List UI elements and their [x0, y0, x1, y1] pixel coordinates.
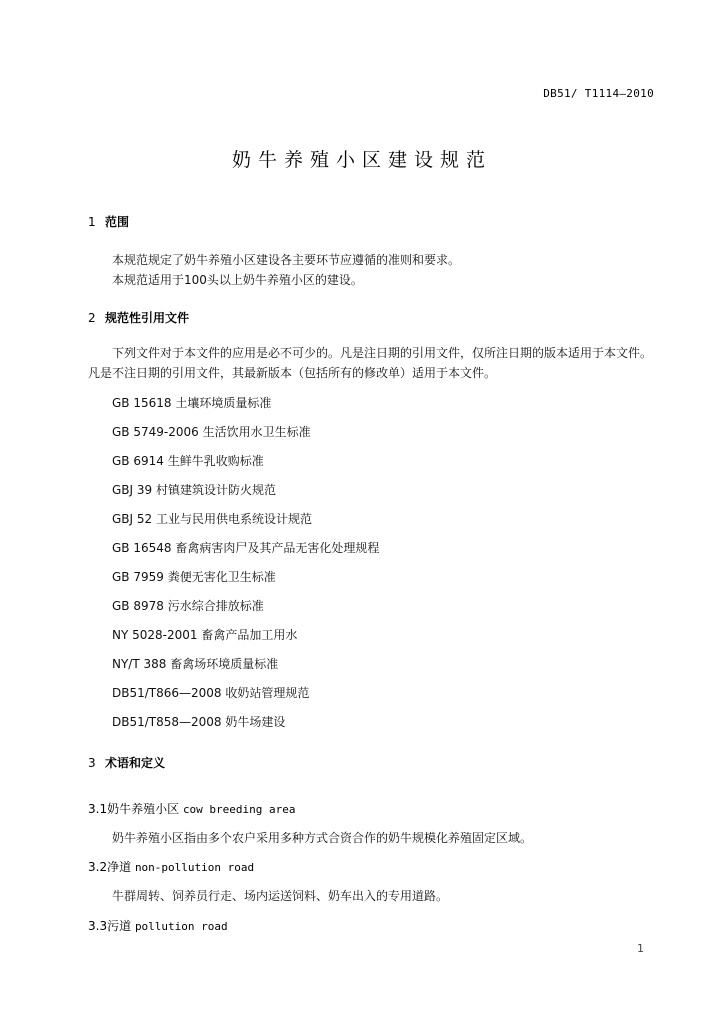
reference-item: DB51/T866—2008 收奶站管理规范 — [112, 686, 310, 700]
term-number: 3.2 — [88, 860, 108, 874]
term-number: 3.3 — [88, 919, 108, 933]
reference-item: GBJ 52 工业与民用供电系统设计规范 — [112, 512, 312, 526]
term-3-3-heading — [88, 917, 228, 934]
scope-line-2: 本规范适用于100头以上奶牛养殖小区的建设。 — [112, 273, 363, 287]
term-3-1-heading — [88, 800, 296, 817]
term-cn: 污道 — [107, 919, 132, 933]
reference-item: GB 7959 粪便无害化卫生标准 — [112, 570, 276, 584]
document-number: DB51/ T1114—2010 — [543, 87, 654, 100]
page-title: 奶牛养殖小区建设规范 — [231, 149, 492, 171]
section-title: 范围 — [105, 215, 130, 229]
section-3-heading — [88, 754, 165, 771]
term-number: 3.1 — [88, 802, 108, 816]
section-1-heading — [88, 213, 129, 230]
reference-item: GB 6914 生鲜牛乳收购标准 — [112, 454, 264, 468]
normative-intro-paragraph: 下列文件对于本文件的应用是必不可少的。凡是注日期的引用文件，仅所注日期的版本适用于本文件。凡是不注日期的引用文件，其最新版本（包括所有的修改单）适用于本文件。 — [88, 346, 653, 380]
section-number: 1 — [88, 215, 96, 229]
reference-item: GB 8978 污水综合排放标准 — [112, 599, 264, 613]
term-3-1-definition: 奶牛养殖小区指由多个农户采用多种方式合资合作的奶牛规模化养殖固定区域。 — [112, 831, 533, 845]
reference-item: NY/T 388 畜禽场环境质量标准 — [112, 657, 279, 671]
reference-item: NY 5028-2001 畜禽产品加工用水 — [112, 628, 298, 642]
scope-line-1: 本规范规定了奶牛养殖小区建设各主要环节应遵循的准则和要求。 — [112, 253, 461, 267]
reference-item: GB 16548 畜禽病害肉尸及其产品无害化处理规程 — [112, 541, 380, 555]
reference-item: GB 5749-2006 生活饮用水卫生标准 — [112, 425, 311, 439]
section-number: 3 — [88, 756, 96, 770]
section-number: 2 — [88, 311, 96, 325]
page-number: 1 — [637, 942, 644, 955]
term-cn: 净道 — [107, 860, 132, 874]
reference-item: DB51/T858—2008 奶牛场建设 — [112, 715, 286, 729]
section-title: 规范性引用文件 — [105, 311, 190, 325]
term-en: pollution road — [134, 920, 228, 933]
section-2-heading — [88, 309, 189, 326]
term-3-2-definition: 牛群周转、饲养员行走、场内运送饲料、奶车出入的专用道路。 — [112, 889, 449, 903]
reference-item: GB 15618 土壤环境质量标准 — [112, 396, 272, 410]
term-cn: 奶牛养殖小区 — [107, 802, 180, 816]
reference-item: GBJ 39 村镇建筑设计防火规范 — [112, 483, 276, 497]
section-title: 术语和定义 — [105, 756, 166, 770]
term-en: non-pollution road — [134, 861, 255, 874]
term-3-2-heading — [88, 858, 254, 875]
term-en: cow breeding area — [182, 803, 296, 816]
